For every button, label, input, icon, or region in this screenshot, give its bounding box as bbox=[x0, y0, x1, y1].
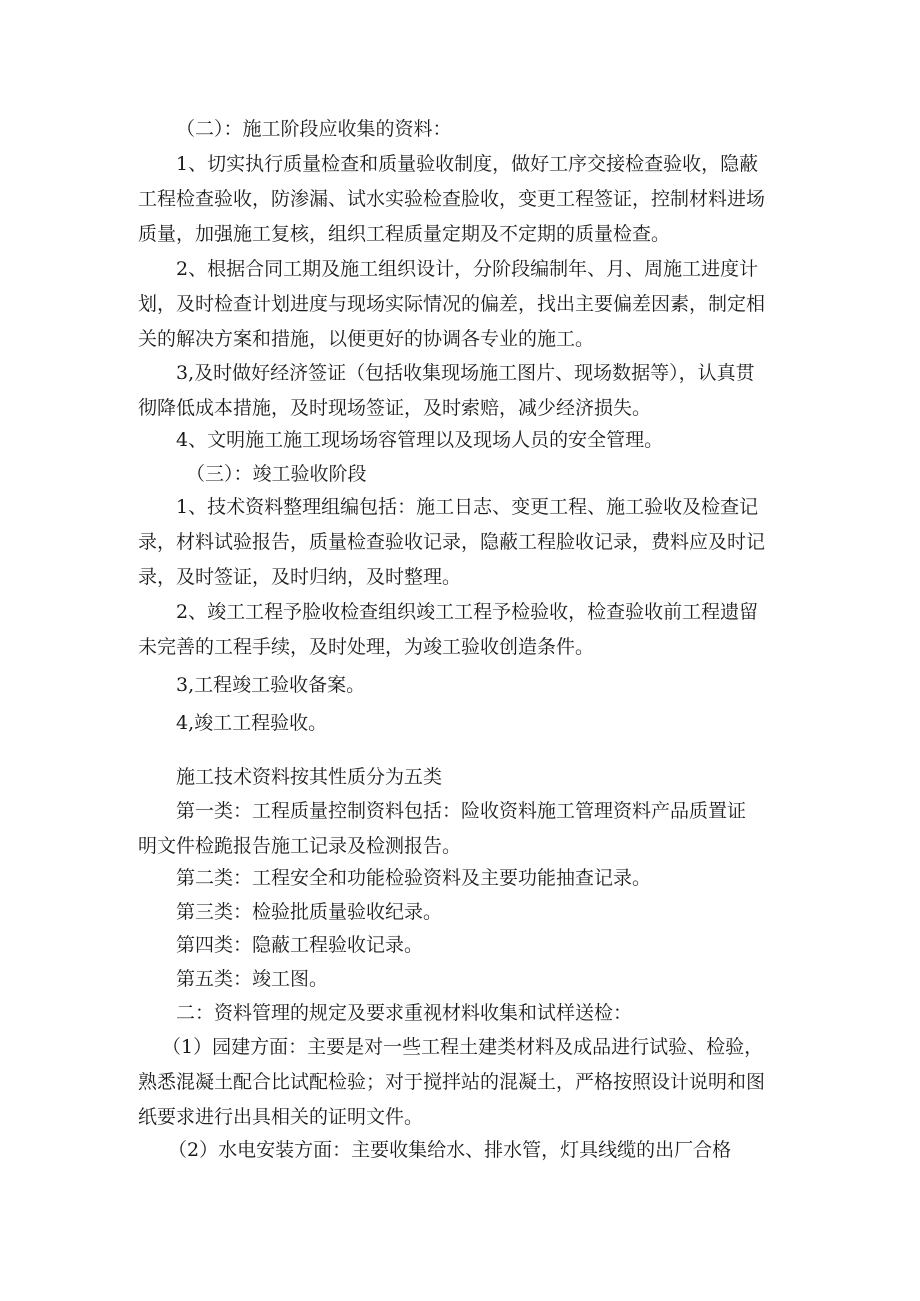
text-line: 2、竣工工程予脸收检查组织竣工工程予检验收，检查验收前工程遗留 bbox=[176, 601, 759, 623]
paragraph-completion-acceptance bbox=[138, 706, 790, 741]
text-line: 第五类：竣工图。 bbox=[176, 968, 329, 990]
paragraph-schedule-planning bbox=[138, 252, 790, 357]
paragraph-completion-filing bbox=[138, 668, 790, 703]
paragraph-economic-visa bbox=[138, 356, 790, 426]
paragraph-category-2 bbox=[138, 861, 790, 896]
text-line: 纸要求进行出具相关的证明文件。 bbox=[138, 1106, 424, 1128]
text-line: 明文件检跪报告施工记录及检测报告。 bbox=[138, 835, 462, 857]
paragraph-civilized-construction bbox=[138, 423, 790, 458]
text-line: 1、技术资料整理组编包括：施工日志、变更工程、施工验收及检查记 bbox=[176, 496, 759, 518]
paragraph-landscape-construction bbox=[138, 1030, 790, 1135]
text-line: 4、文明施工施工现场场容管理以及现场人员的安全管理。 bbox=[176, 429, 664, 451]
text-line: （二）：施工阶段应收集的资料： bbox=[176, 118, 452, 140]
text-line: 录，材料试验报告，质量检查验收记录，隐蔽工程脸收记录，费料应及时记 bbox=[138, 531, 766, 553]
paragraph-pre-acceptance bbox=[138, 595, 790, 665]
text-line: 3,工程竣工验收备案。 bbox=[176, 674, 366, 696]
text-line: 彻降低成本措施，及时现场签证，及时索赔，减少经济损失。 bbox=[138, 397, 652, 419]
text-line: 施工技术资料按其性质分为五类 bbox=[176, 766, 443, 788]
text-line: 关的解决方案和措施，以便更好的协调各专业的施工。 bbox=[138, 328, 595, 350]
text-line: 3,及时做好经济签证（包括收集现场施工图片、现场数据等），认真贯 bbox=[176, 362, 755, 384]
paragraph-technical-documents bbox=[138, 490, 790, 595]
paragraph-category-4 bbox=[138, 928, 790, 963]
paragraph-mep-installation bbox=[138, 1133, 790, 1168]
text-line: 录，及时签证，及时归纳，及时整理。 bbox=[138, 566, 462, 588]
text-line: 工程检查验收，防渗漏、试水实验检查脸收，变更工程签证，控制材料进场 bbox=[138, 188, 766, 210]
text-line: （1）园建方面：主要是对一些工程土建类材料及成品进行试验、检验， bbox=[162, 1036, 764, 1058]
text-line: 第二类：工程安全和功能检验资料及主要功能抽查记录。 bbox=[176, 867, 652, 889]
paragraph-category-intro bbox=[138, 760, 790, 795]
section-heading-document-management bbox=[138, 996, 790, 1031]
text-line: （三）：竣工验收阶段 bbox=[186, 463, 367, 485]
text-line: 2、根据合同工期及施工组织设计，分阶段编制年、月、周施工进度计 bbox=[176, 258, 759, 280]
text-line: 质量，加强施工复核，组织工程质量定期及不定期的质量检查。 bbox=[138, 223, 671, 245]
text-line: 二：资料管理的规定及要求重视材料收集和试样送检： bbox=[176, 1002, 633, 1024]
text-line: 第三类：检验批质量验收纪录。 bbox=[176, 901, 443, 923]
text-line: 划，及时检查计划进度与现场实际情况的偏差，找出主要偏差因素，制定相 bbox=[138, 293, 766, 315]
text-line: 第一类：工程质量控制资料包括：险收资料施工管理资料产品质置证 bbox=[176, 800, 747, 822]
text-line: （2）水电安装方面：主要收集给水、排水管，灯具线缆的出厂合格 bbox=[168, 1139, 732, 1161]
text-line: 第四类：隐蔽工程验收记录。 bbox=[176, 934, 424, 956]
paragraph-category-1 bbox=[138, 794, 790, 864]
text-line: 4,竣工工程验收。 bbox=[176, 712, 328, 734]
section-heading-construction-stage bbox=[138, 112, 790, 147]
text-line: 1、切实执行质量检查和质量验收制度，做好工序交接检查验收，隐蔽 bbox=[176, 153, 759, 175]
text-line: 熟悉混凝土配合比试配检验；对于搅拌站的混凝土，严格按照设计说明和图 bbox=[138, 1071, 766, 1093]
paragraph-category-5 bbox=[138, 962, 790, 997]
paragraph-quality-inspection bbox=[138, 147, 790, 252]
paragraph-category-3 bbox=[138, 895, 790, 930]
text-line: 未完善的工程手续，及时处理，为竣工验收创造条件。 bbox=[138, 636, 595, 658]
section-heading-completion-stage bbox=[138, 457, 790, 492]
